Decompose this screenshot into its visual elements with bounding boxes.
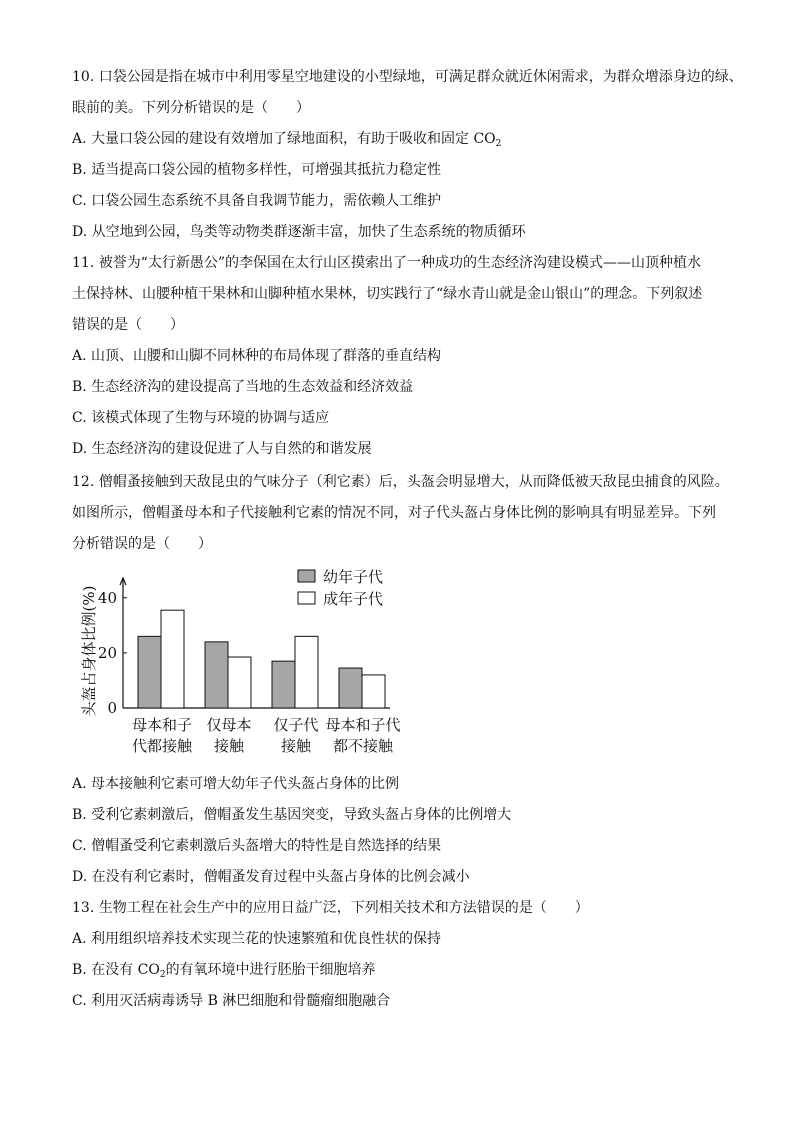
legend-label: 幼年子代 — [323, 568, 384, 586]
q12-stem-line-1: 12. 僧帽蚤接触到天敌昆虫的气味分子（利它素）后，头盔会明显增大，从而降低被天敌昆虫捕食的风险。 — [72, 474, 729, 490]
q11-stem-line-3: 错误的是（ ） — [72, 317, 184, 333]
bar — [272, 661, 295, 708]
bar — [228, 657, 251, 708]
q13-option-c: C. 利用灭活病毒诱导 B 淋巴细胞和骨髓瘤细胞融合 — [72, 993, 391, 1009]
x-tick-label: 都不接触 — [332, 737, 394, 755]
q13-stem-line-1: 13. 生物工程在社会生产中的应用日益广泛，下列相关技术和方法错误的是（ ） — [72, 900, 589, 916]
legend-swatch — [298, 592, 315, 604]
y-axis-label: 头盔占身体比例(%) — [80, 585, 98, 717]
y-tick-label: 40 — [97, 588, 117, 607]
q12-stem-line-2: 如图所示，僧帽蚤母本和子代接触利它素的情况不同，对子代头盔占身体比例的影响具有明显差异。下列 — [72, 505, 716, 521]
q12-option-b: B. 受利它素刺激后，僧帽蚤发生基因突变，导致头盔占身体的比例增大 — [72, 807, 512, 823]
q11-stem-line-1: 11. 被誉为“太行新愚公”的李保国在太行山区摸索出了一种成功的生态经济沟建设模式——山顶种植水 — [72, 255, 702, 271]
q10-option-c: C. 口袋公园生态系统不具备自我调节能力，需依赖人工维护 — [72, 193, 442, 209]
q10-option-b: B. 适当提高口袋公园的植物多样性，可增强其抵抗力稳定性 — [72, 162, 442, 178]
q11-option-a: A. 山顶、山腰和山脚不同林种的布局体现了群落的垂直结构 — [72, 348, 442, 364]
q13-option-b-text-2: 的有氧环境中进行胚胎干细胞培养 — [165, 962, 376, 978]
q11-option-d: D. 生态经济沟的建设促进了人与自然的和谐发展 — [72, 441, 372, 457]
q12-option-a: A. 母本接触利它素可增大幼年子代头盔占身体的比例 — [72, 776, 400, 792]
q12-stem-line-3: 分析错误的是（ ） — [72, 536, 212, 552]
q13-option-b-text-1: B. 在没有 CO — [72, 962, 160, 978]
q11-stem-line-2: 土保持林、山腰种植干果林和山脚种植水果林，切实践行了“绿水青山就是金山银山”的理念。下列叙述 — [72, 286, 703, 302]
x-tick-label: 母本和子代 — [325, 716, 401, 734]
q12-option-d: D. 在没有利它素时，僧帽蚤发育过程中头盔占身体的比例会减小 — [72, 869, 470, 885]
q11-option-c: C. 该模式体现了生物与环境的协调与适应 — [72, 410, 330, 426]
q10-option-a-text: A. 大量口袋公园的建设有效增加了绿地面积，有助于吸收和固定 CO — [72, 131, 496, 147]
x-tick-label: 接触 — [213, 737, 245, 755]
q12-bar-chart — [70, 568, 450, 763]
x-tick-label: 接触 — [280, 737, 312, 755]
bar — [362, 675, 385, 708]
q13-option-a: A. 利用组织培养技术实现兰花的快速繁殖和优良性状的保持 — [72, 931, 442, 947]
q10-option-a-subscript: 2 — [495, 139, 502, 149]
x-tick-label: 仅子代 — [273, 716, 319, 734]
y-tick-label: 20 — [97, 643, 117, 662]
legend-swatch — [298, 570, 315, 582]
q10-stem-line-2: 眼前的美。下列分析错误的是（ ） — [72, 100, 310, 116]
bar — [138, 636, 161, 708]
legend-label: 成年子代 — [323, 590, 384, 608]
q13-option-b — [72, 961, 376, 981]
q13-option-b-subscript: 2 — [159, 970, 166, 980]
x-tick-label: 母本和子 — [131, 716, 193, 734]
q10-stem-line-1: 10. 口袋公园是指在城市中利用零星空地建设的小型绿地，可满足群众就近休闲需求，为群众增添身边的绿、 — [72, 69, 743, 85]
x-tick-label: 代都接触 — [131, 737, 193, 755]
y-tick-label: 0 — [107, 699, 117, 717]
x-tick-label: 仅母本 — [206, 716, 252, 734]
bar — [295, 636, 318, 708]
bar — [205, 642, 228, 708]
q10-option-d: D. 从空地到公园，鸟类等动物类群逐渐丰富，加快了生态系统的物质循环 — [72, 224, 526, 240]
bar — [161, 610, 184, 708]
q10-option-a — [72, 130, 501, 150]
bar — [339, 668, 362, 708]
q12-option-c: C. 僧帽蚤受利它素刺激后头盔增大的特性是自然选择的结果 — [72, 838, 442, 854]
q11-option-b: B. 生态经济沟的建设提高了当地的生态效益和经济效益 — [72, 379, 414, 395]
